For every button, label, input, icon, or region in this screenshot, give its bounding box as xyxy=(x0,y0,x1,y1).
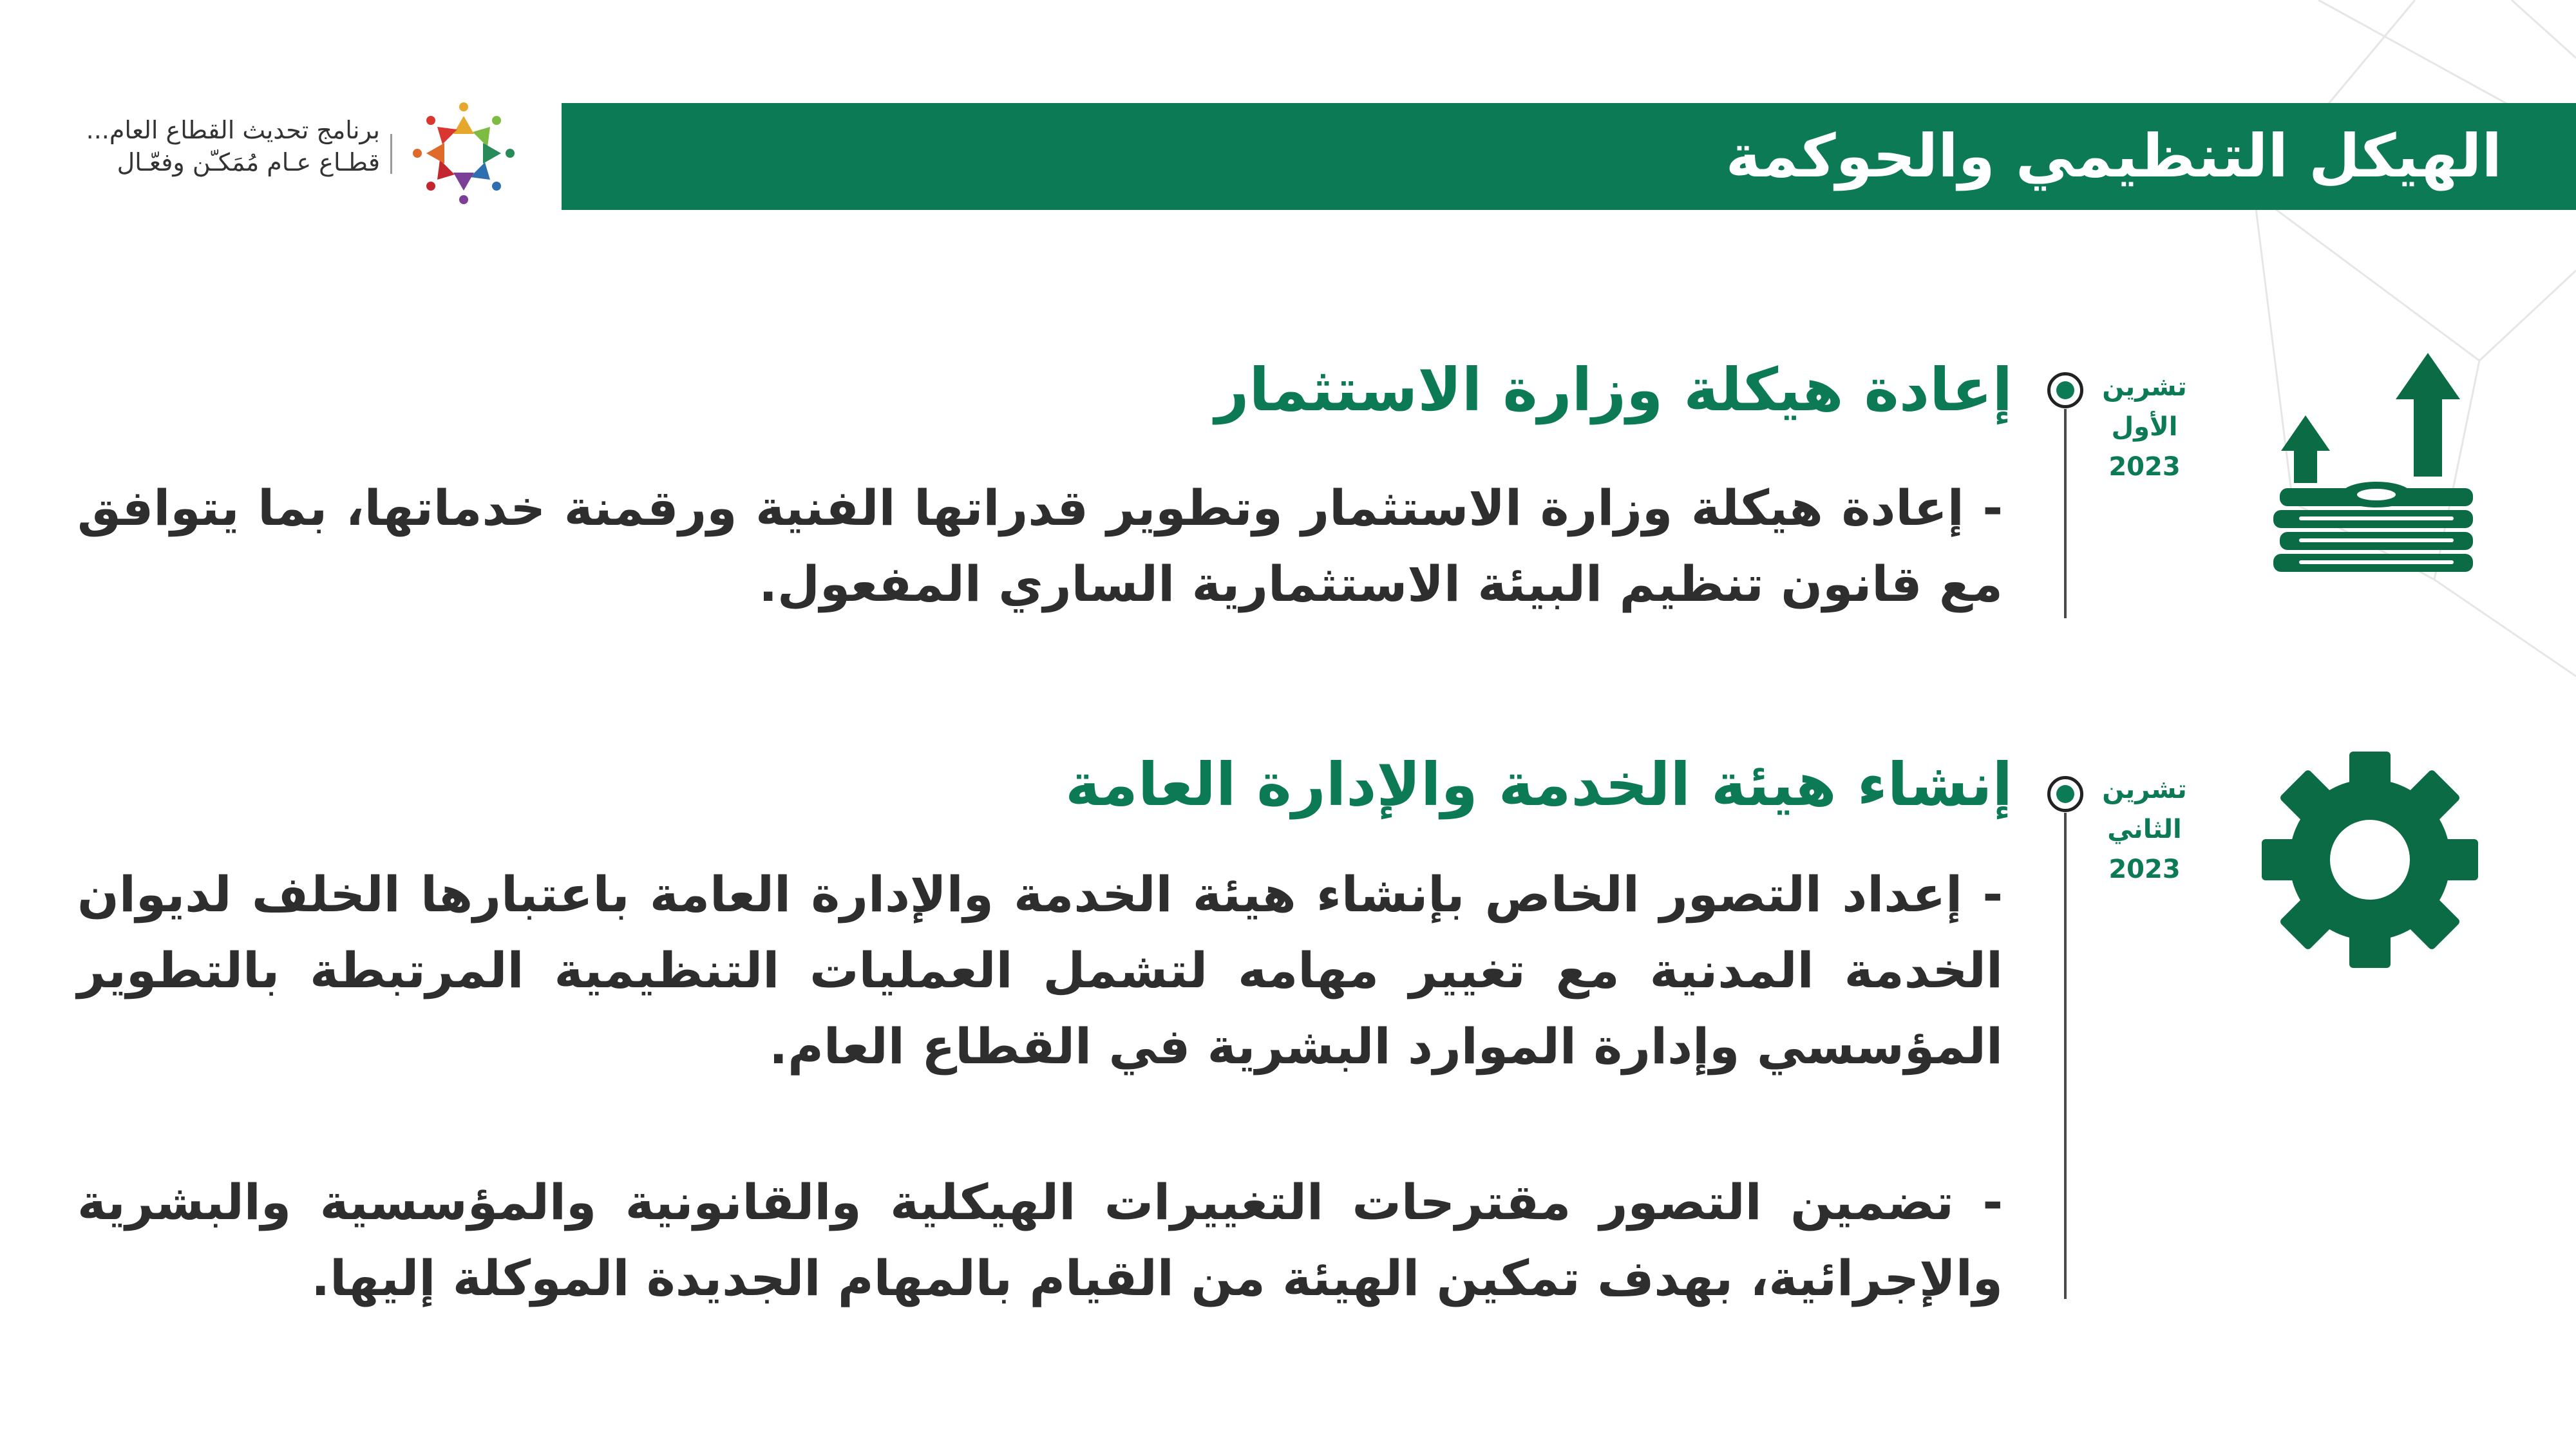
date-month2-2: الثاني xyxy=(2107,815,2182,844)
logo-text-line2: قطـاع عـام مُمَكـّن وفعّـال xyxy=(117,148,380,176)
page-title: الهيكل التنظيمي والحوكمة xyxy=(1725,122,2502,191)
item-title-2: إنشاء هيئة الخدمة والإدارة العامة xyxy=(1065,750,2012,819)
timeline-marker-1 xyxy=(2047,372,2083,408)
date-label-2 xyxy=(2093,770,2196,889)
date-year-1: 2023 xyxy=(2108,452,2181,482)
date-month2-1: الأول xyxy=(2111,412,2178,442)
date-month-2: تشرين xyxy=(2102,775,2187,804)
date-year-2: 2023 xyxy=(2108,855,2181,884)
timeline-line-1 xyxy=(2064,409,2067,618)
item-body-2a: - إعداد التصور الخاص بإنشاء هيئة الخدمة والإدارة العامة باعتبارها الخلف لديوان الخدمة المدنية مع تغيير مهامه لتشمل العمليات التنظيمية المرتبطة بالتطوير المؤسسي وإدارة الموارد البشرية في القطاع العام. xyxy=(77,866,2003,1075)
date-month-1: تشرين xyxy=(2102,372,2187,402)
item-title-1: إعادة هيكلة وزارة الاستثمار xyxy=(1215,355,2012,424)
item-body-2b: - تضمين التصور مقترحات التغييرات الهيكلية والقانونية والمؤسسية والبشرية والإجرائية، بهدف تمكين الهيئة من القيام بالمهام الجديدة الموكلة إليها. xyxy=(77,1173,2003,1307)
logo-divider xyxy=(390,134,392,174)
logo-petals xyxy=(426,116,501,191)
program-logo-icon xyxy=(406,97,522,206)
date-label-1 xyxy=(2093,367,2196,487)
logo-text-line1: برنامج تحديث القطاع العام... xyxy=(86,116,380,144)
item-body-1: - إعادة هيكلة وزارة الاستثمار وتطوير قدراتها الفنية ورقمنة خدماتها، بما يتوافق مع قانون تنظيم البيئة الاستثمارية الساري المفعول. xyxy=(77,479,2003,612)
gear-icon xyxy=(2260,750,2479,969)
timeline-line-2 xyxy=(2064,813,2067,1299)
timeline-marker-2 xyxy=(2047,776,2083,812)
program-logo xyxy=(39,97,528,206)
header-bar xyxy=(562,103,2576,210)
money-growth-icon xyxy=(2273,348,2486,580)
